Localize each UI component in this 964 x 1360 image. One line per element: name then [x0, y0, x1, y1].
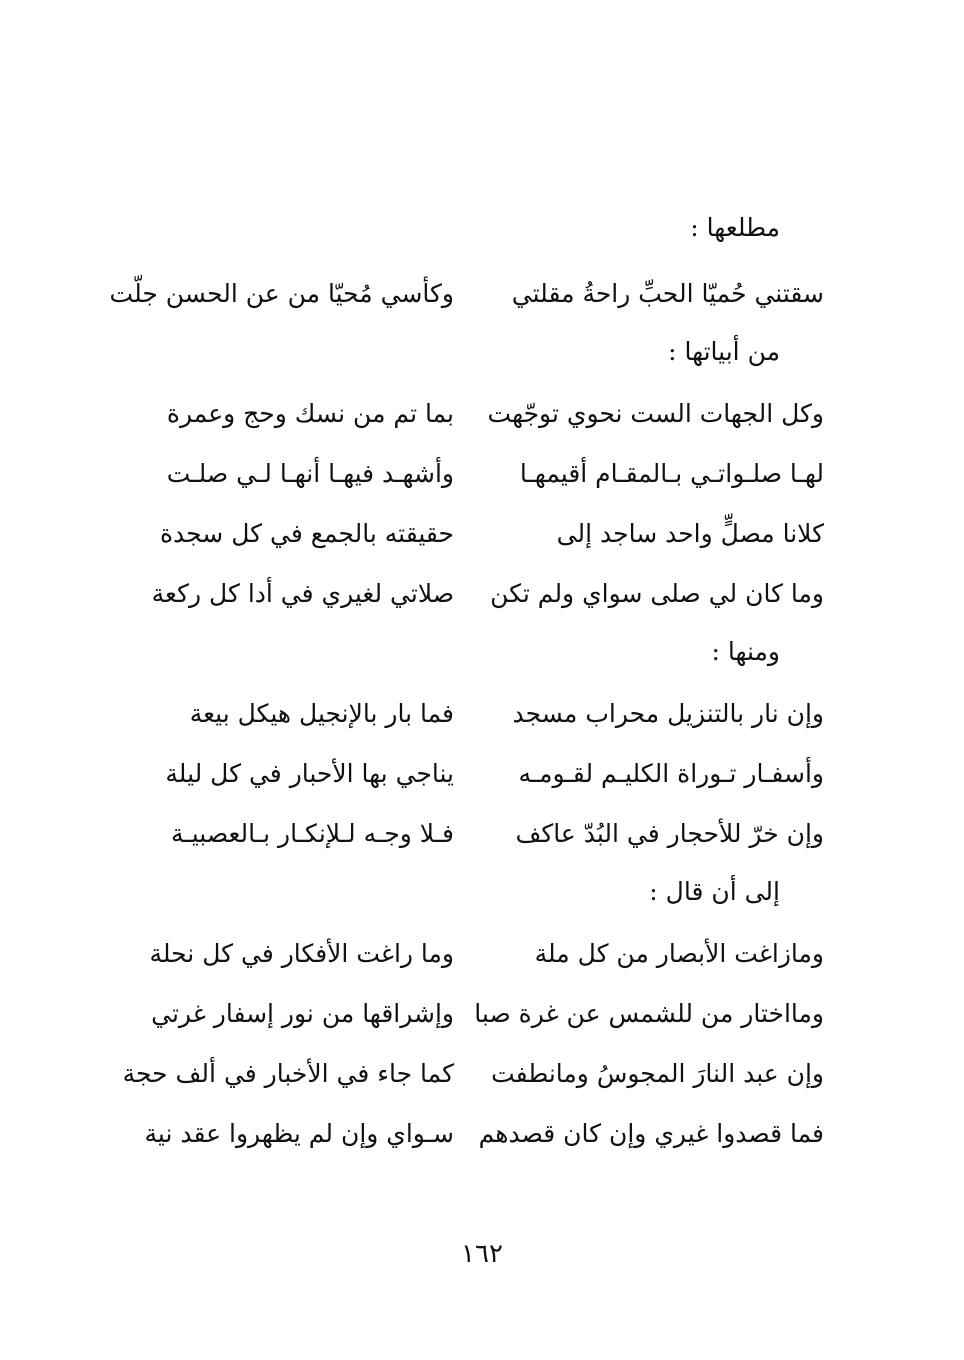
verse-second-hemistich: يناجي بها الأحبار في كل ليلة	[165, 759, 454, 788]
verse-first-hemistich: وإن عبد النارَ المجوسُ ومانطفت	[491, 1059, 824, 1088]
verse-first-hemistich: وكل الجهات الست نحوي توجّهت	[487, 399, 824, 428]
verse-first-hemistich: وأسفـار تـوراة الكليـم لقـومـه	[518, 759, 824, 788]
section-label-opening: مطلعها :	[690, 213, 780, 242]
verse-first-hemistich: فما قصدوا غيري وإن كان قصدهم	[478, 1119, 824, 1148]
verse-first-hemistich: وإن خرّ للأحجار في البُدّ عاكف	[515, 819, 824, 848]
verse-first-hemistich: ومازاغت الأبصار من كل ملة	[534, 939, 824, 968]
verse-second-hemistich: كما جاء في الأخبار في ألف حجة	[122, 1059, 454, 1088]
verse-second-hemistich: حقيقته بالجمع في كل سجدة	[159, 519, 454, 548]
verse-first-hemistich: وما كان لي صلى سواي ولم تكن	[490, 579, 824, 608]
verse-second-hemistich: بما تم من نسك وحج وعمرة	[166, 399, 454, 428]
verse-second-hemistich: فـلا وجـه لـلإنكـار بـالعصبيـة	[171, 819, 454, 848]
verse-second-hemistich: وأشهـد فيهـا أنهـا لـي صلـت	[166, 459, 454, 488]
verse-second-hemistich: صلاتي لغيري في أدا كل ركعة	[151, 579, 454, 608]
verse-first-hemistich: كلانا مصلٍّ واحد ساجد إلى	[556, 519, 824, 548]
verse-second-hemistich: وإشراقها من نور إسفار غرتي	[151, 999, 454, 1028]
section-label-from-it: ومنها :	[711, 637, 780, 666]
verse-second-hemistich: وما راغت الأفكار في كل نحلة	[149, 939, 454, 968]
page-number: ١٦٢	[461, 1239, 503, 1269]
verse-second-hemistich: فما بار بالإنجيل هيكل بيعة	[189, 699, 454, 728]
opening-verse-second-hemistich: وكأسي مُحيّا من عن الحسن جلّت	[109, 279, 454, 308]
verse-first-hemistich: وإن نار بالتنزيل محراب مسجد	[512, 699, 824, 728]
section-label-verses: من أبياتها :	[668, 337, 780, 366]
opening-verse-first-hemistich: سقتني حُميّا الحبِّ راحةُ مقلتي	[511, 279, 824, 308]
verse-second-hemistich: سـواي وإن لم يظهروا عقد نية	[144, 1119, 454, 1148]
section-label-until: إلى أن قال :	[649, 877, 780, 906]
verse-first-hemistich: ومااختار من للشمس عن غرة صبا	[474, 999, 824, 1028]
verse-first-hemistich: لهـا صلـواتـي بـالمقـام أقيمهـا	[519, 459, 824, 488]
